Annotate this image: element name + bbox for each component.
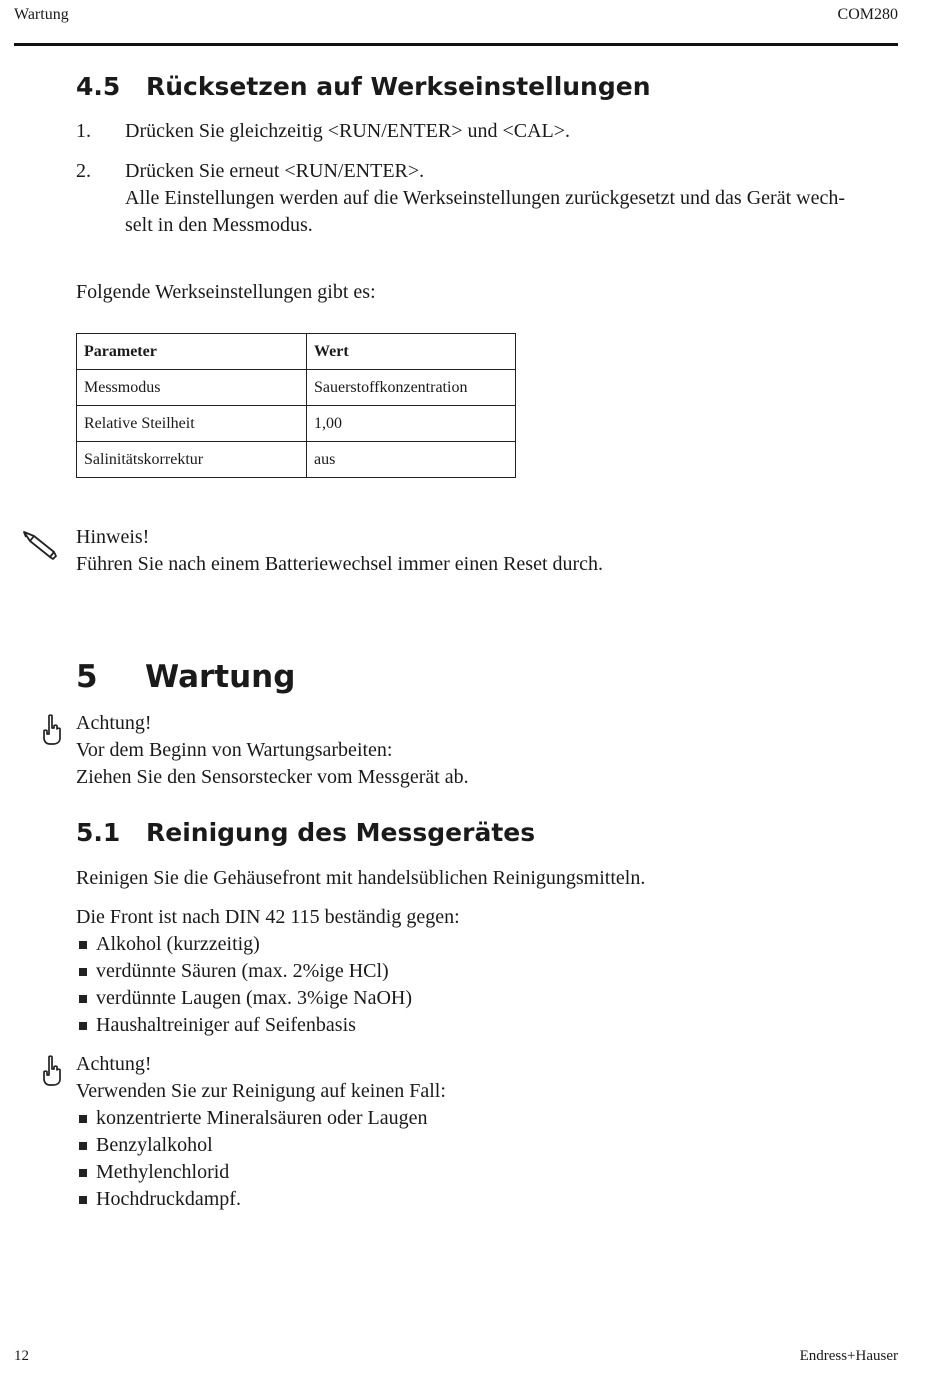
list-item: verdünnte Laugen (max. 3%ige NaOH) (76, 985, 412, 1012)
footer-brand: Endress+Hauser (799, 1348, 898, 1364)
section-title: Rücksetzen auf Werkseinstellungen (146, 72, 651, 101)
list-item: Benzylalkohol (76, 1132, 428, 1159)
header-rule (14, 43, 898, 46)
chapter-number: 5 (76, 659, 98, 695)
running-header-product: COM280 (837, 6, 898, 23)
list-item: Hochdruckdampf. (76, 1186, 428, 1213)
table-cell: Salinitätskorrektur (77, 442, 307, 478)
section-number: 4.5 (76, 72, 121, 101)
pointing-hand-icon (40, 714, 64, 746)
table-cell: Relative Steilheit (77, 406, 307, 442)
step-2-number: 2. (76, 160, 91, 182)
resistance-intro: Die Front ist nach DIN 42 115 beständig gegen: (76, 906, 460, 928)
caution-title: Achtung! (76, 1053, 152, 1075)
forbidden-list (76, 1105, 428, 1213)
caution-line-2: Ziehen Sie den Sensorstecker vom Messgerät ab. (76, 766, 469, 788)
table-header-cell: Parameter (77, 334, 307, 370)
factory-settings-table (76, 333, 516, 478)
caution-text: Verwenden Sie zur Reinigung auf keinen Fall: (76, 1080, 446, 1102)
chapter-5-heading (76, 659, 295, 695)
table-intro: Folgende Werkseinstellungen gibt es: (76, 281, 376, 303)
step-2-line-2: Alle Einstellungen werden auf die Werkseinstellungen zurückgesetzt und das Gerät wech- (125, 187, 845, 209)
section-number: 5.1 (76, 818, 121, 847)
list-item: verdünnte Säuren (max. 2%ige HCl) (76, 958, 412, 985)
table-row (77, 442, 516, 478)
section-5-1-heading (76, 818, 535, 847)
list-item: Alkohol (kurzzeitig) (76, 931, 412, 958)
table-cell: 1,00 (307, 406, 516, 442)
step-1-text: Drücken Sie gleichzeitig <RUN/ENTER> und <CAL>. (125, 120, 571, 142)
note-text: Führen Sie nach einem Batteriewechsel immer einen Reset durch. (76, 553, 604, 575)
table-header-row (77, 334, 516, 370)
list-item: konzentrierte Mineralsäuren oder Laugen (76, 1105, 428, 1132)
cleaning-paragraph: Reinigen Sie die Gehäusefront mit handelsüblichen Reinigungsmitteln. (76, 867, 646, 889)
chapter-title: Wartung (145, 659, 296, 695)
note-title: Hinweis! (76, 526, 150, 548)
table-cell: Messmodus (77, 370, 307, 406)
table-cell: aus (307, 442, 516, 478)
table-row (77, 406, 516, 442)
resistant-list (76, 931, 412, 1039)
pointing-hand-icon (40, 1055, 64, 1087)
list-item: Methylenchlorid (76, 1159, 428, 1186)
running-header-section: Wartung (14, 6, 69, 23)
step-1-number: 1. (76, 120, 91, 142)
table-header-cell: Wert (307, 334, 516, 370)
section-title: Reinigung des Messgerätes (146, 818, 536, 847)
pencil-icon (20, 528, 58, 562)
step-2-line-3: selt in den Messmodus. (125, 214, 313, 236)
table-row (77, 370, 516, 406)
caution-line-1: Vor dem Beginn von Wartungsarbeiten: (76, 739, 393, 761)
caution-title: Achtung! (76, 712, 152, 734)
list-item: Haushaltreiniger auf Seifenbasis (76, 1012, 412, 1039)
section-4-5-heading (76, 72, 651, 101)
page-number: 12 (14, 1348, 29, 1364)
step-2-text: Drücken Sie erneut <RUN/ENTER>. (125, 160, 425, 182)
table-cell: Sauerstoffkonzentration (307, 370, 516, 406)
